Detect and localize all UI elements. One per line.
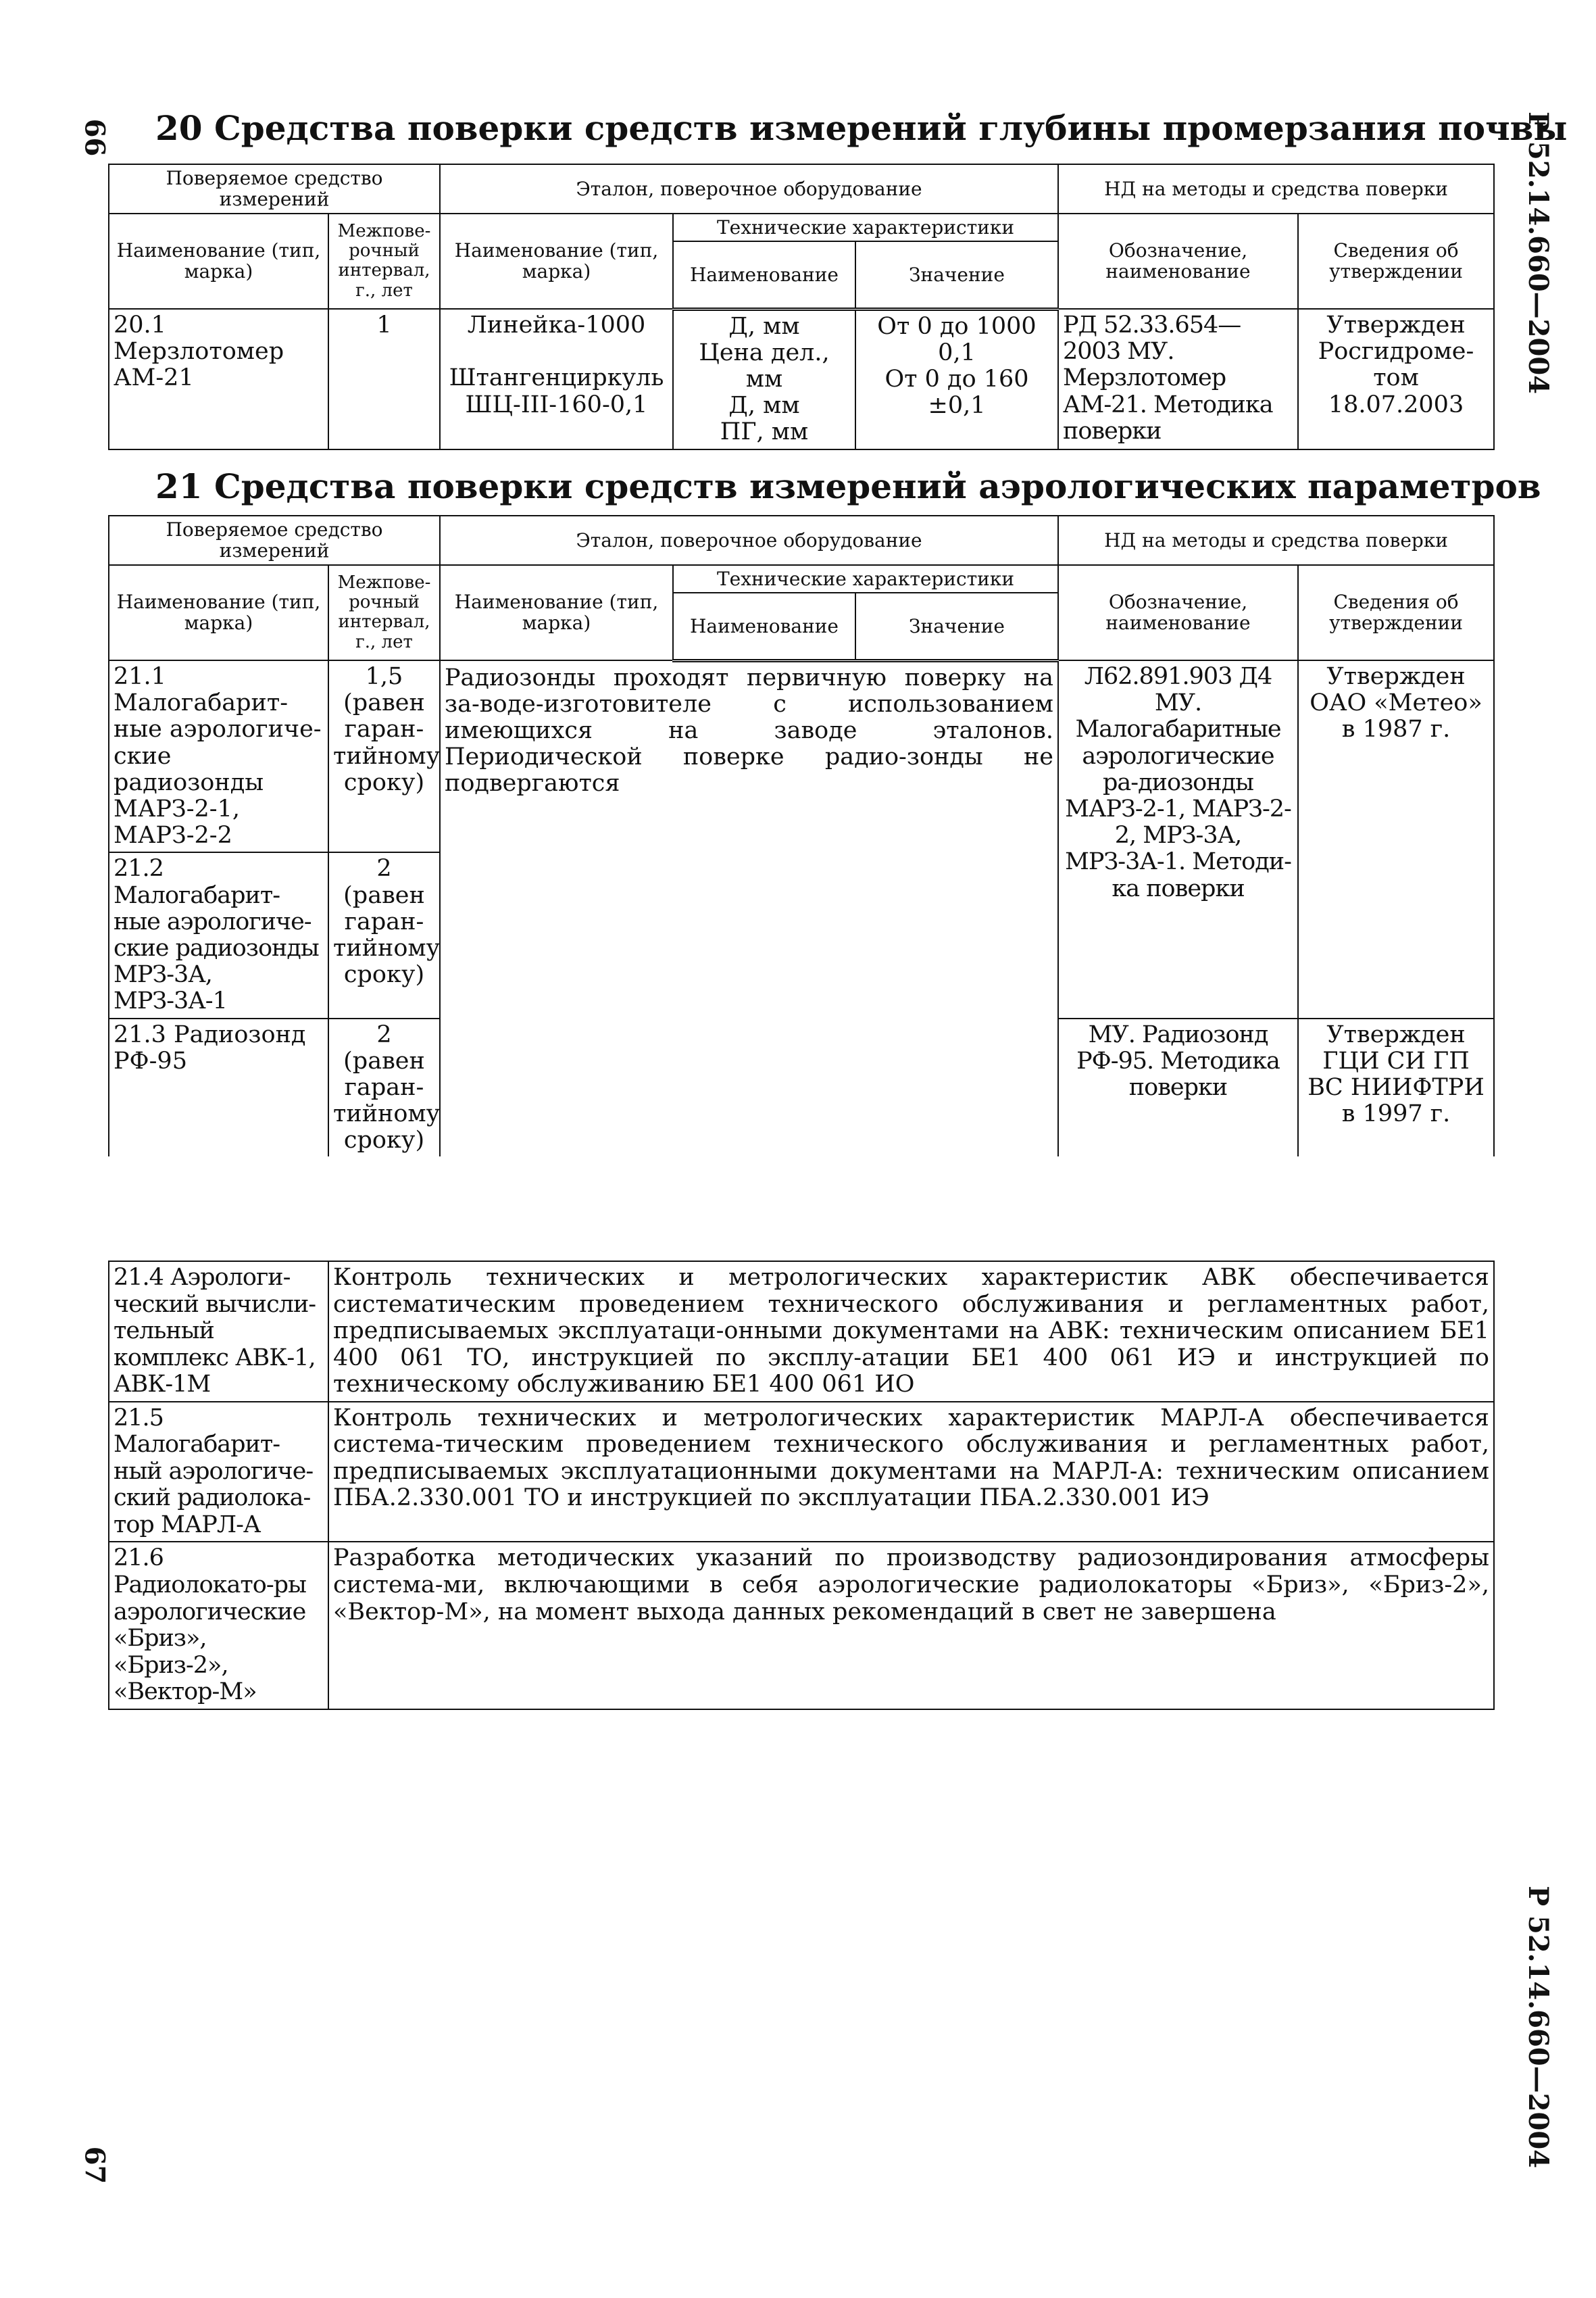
header-tech-value: Значение <box>855 241 1058 309</box>
header-tech: Технические характеристики <box>673 565 1058 593</box>
table-row <box>109 1542 1494 1709</box>
header-nd: НД на методы и средства поверки <box>1058 516 1494 565</box>
header-measuring-instrument: Поверяемое средство измерений <box>109 516 440 565</box>
row-text: Контроль технических и метрологических характеристик МАРЛ-А обеспечивается система-тическим проведением технического обслуживания и регламентных работ, предписываемых эксплуатационными документами на МАРЛ-А: техническим описанием ПБА.2.330.001 ТО и инструкцией по эксплуатации ПБА.2.330.001 ИЭ <box>328 1402 1494 1542</box>
row-name: 21.5 Малогабарит-ный аэрологиче-ский радиолока-тор МАРЛ-А <box>109 1402 328 1542</box>
row-interval: 2 (равен гаран-тийному сроку) <box>328 852 440 1018</box>
header-approval: Сведения об утверждении <box>1298 214 1494 309</box>
header-etalon-name: Наименование (тип, марка) <box>440 565 673 660</box>
section-21-title: 21 Средства поверки средств измерений аэрологических параметров <box>155 466 1541 506</box>
header-etalon: Эталон, поверочное оборудование <box>440 516 1058 565</box>
header-designation: Обозначение, наименование <box>1058 214 1298 309</box>
header-tech-name: Наименование <box>673 241 855 309</box>
header-interval: Межпове-рочный интервал, г., лет <box>328 214 440 309</box>
header-tech-name: Наименование <box>673 593 855 660</box>
header-etalon: Эталон, поверочное оборудование <box>440 164 1058 214</box>
row-text: Разработка методических указаний по производству радиозондирования атмосферы система-ми, включающими в себя аэрологические радиолокаторы «Бриз», «Бриз-2», «Вектор-М», на момент выхода данных рекомендаций в свет не завершена <box>328 1542 1494 1709</box>
row-name: 21.2 Малогабарит-ные аэрологиче-ские радиозонды МРЗ-3А, МРЗ-3А-1 <box>109 852 328 1018</box>
header-tech-value: Значение <box>855 593 1058 660</box>
table-row <box>109 1261 1494 1402</box>
row-name: 21.4 Аэрологи-ческий вычисли-тельный комплекс АВК-1, АВК-1М <box>109 1261 328 1402</box>
header-nd: НД на методы и средства поверки <box>1058 164 1494 214</box>
header-etalon-name: Наименование (тип, марка) <box>440 214 673 309</box>
nd-designation: МУ. Радиозонд РФ-95. Методика поверки <box>1058 1019 1298 1157</box>
etalon-note: Радиозонды проходят первичную поверку на за-воде-изготовителе с использованием имеющихся на заводе эталонов. Периодической поверке радио-зонды не подвергаются <box>440 660 1058 1156</box>
section-20-table <box>108 164 1495 450</box>
section-21-table-continued <box>108 1261 1495 1710</box>
section-20-title: 20 Средства поверки средств измерений глубины промерзания почвы <box>155 108 1568 148</box>
row-name: 21.6 Радиолокато-ры аэрологические «Бриз», «Бриз-2», «Вектор-М» <box>109 1542 328 1709</box>
row-approval: Утвержден Росгидроме-том 18.07.2003 <box>1298 309 1494 449</box>
header-interval: Межпове-рочный интервал, г., лет <box>328 565 440 660</box>
header-designation: Обозначение, наименование <box>1058 565 1298 660</box>
nd-approval: Утвержден ОАО «Метео» в 1987 г. <box>1298 660 1494 1018</box>
header-name: Наименование (тип, марка) <box>109 565 328 660</box>
document-code-bottom: Р 52.14.660—2004 <box>1522 1886 1554 2169</box>
row-etalon: Линейка-1000 Штангенциркуль ШЦ-III-160-0,1 <box>440 309 673 449</box>
header-measuring-instrument: Поверяемое средство измерений <box>109 164 440 214</box>
page-number-top: 66 <box>78 118 111 157</box>
table-row <box>109 309 1494 449</box>
header-approval: Сведения об утверждении <box>1298 565 1494 660</box>
row-interval: 2 (равен гаран-тийному сроку) <box>328 1019 440 1157</box>
nd-designation: Л62.891.903 Д4 МУ. Малогабаритные аэрологические ра-диозонды МАРЗ-2-1, МАРЗ-2-2, МРЗ-3А, МРЗ-3А-1. Методи-ка поверки <box>1058 660 1298 1018</box>
header-name: Наименование (тип, марка) <box>109 214 328 309</box>
document-code-top: Р 52.14.660—2004 <box>1522 112 1554 395</box>
row-text: Контроль технических и метрологических характеристик АВК обеспечивается систематическим проведением технического обслуживания и регламентных работ, предписываемых эксплуатаци-онными документами на АВК: техническим описанием БЕ1 400 061 ТО, инструкцией по эксплу-атации БЕ1 400 061 ИЭ и инструкцией по техническому обслуживанию БЕ1 400 061 ИО <box>328 1261 1494 1402</box>
page-number-bottom: 67 <box>78 2146 111 2184</box>
table-row <box>109 1402 1494 1542</box>
section-21-table <box>108 515 1495 1156</box>
row-name: 20.1 Мерзлотомер АМ-21 <box>109 309 328 449</box>
row-interval: 1 <box>328 309 440 449</box>
row-tech-names: Д, мм Цена дел., мм Д, мм ПГ, мм <box>673 309 855 449</box>
row-name: 21.1 Малогабарит-ные аэрологиче-ские радиозонды МАРЗ-2-1, МАРЗ-2-2 <box>109 660 328 852</box>
row-tech-values: От 0 до 1000 0,1 От 0 до 160 ±0,1 <box>855 309 1058 449</box>
row-name: 21.3 Радиозонд РФ-95 <box>109 1019 328 1157</box>
table-row <box>109 660 1494 852</box>
row-designation: РД 52.33.654—2003 МУ. Мерзлотомер АМ-21. Методика поверки <box>1058 309 1298 449</box>
row-interval: 1,5 (равен гаран-тийному сроку) <box>328 660 440 852</box>
header-tech: Технические характеристики <box>673 214 1058 241</box>
nd-approval: Утвержден ГЦИ СИ ГП ВС НИИФТРИ в 1997 г. <box>1298 1019 1494 1157</box>
